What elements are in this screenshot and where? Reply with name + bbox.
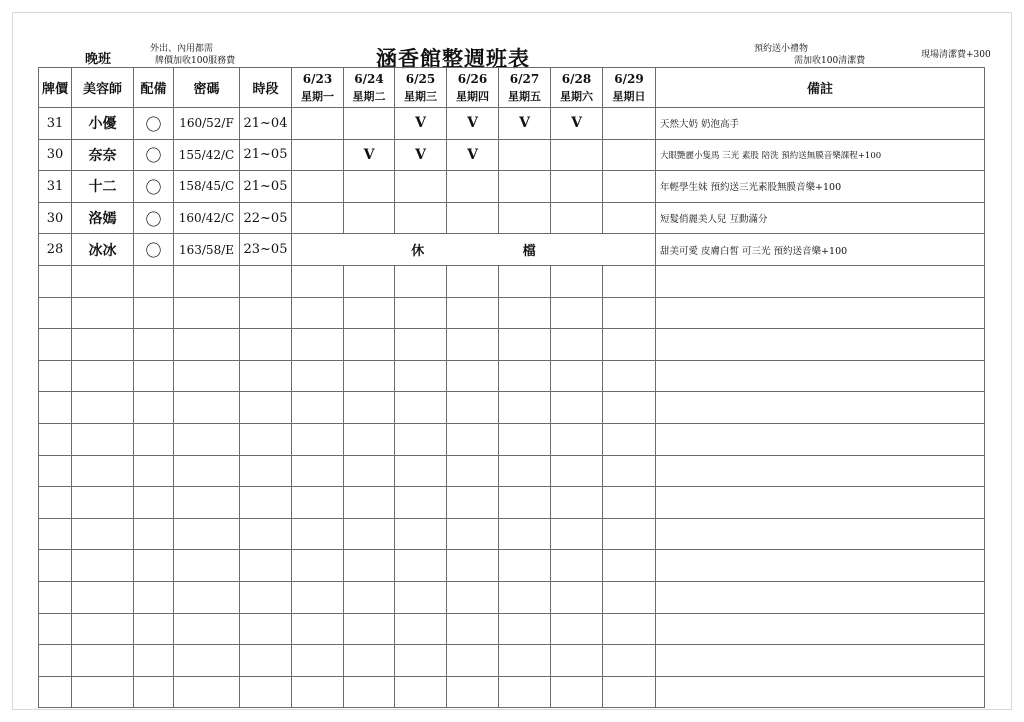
empty-cell bbox=[551, 518, 603, 550]
note-cell: 年輕學生妹 預約送三光素股無膜音樂+100 bbox=[656, 171, 985, 203]
note-cell: 短髮俏麗美人兒 互動滿分 bbox=[656, 202, 985, 234]
empty-cell bbox=[39, 392, 72, 424]
empty-cell bbox=[240, 581, 292, 613]
empty-cell bbox=[344, 518, 395, 550]
empty-cell bbox=[39, 265, 72, 297]
empty-cell bbox=[499, 613, 551, 645]
empty-cell bbox=[447, 487, 499, 519]
empty-row bbox=[39, 329, 985, 361]
empty-cell bbox=[344, 392, 395, 424]
price-cell: 28 bbox=[39, 234, 72, 266]
empty-cell bbox=[395, 581, 447, 613]
note-cell: 甜美可愛 皮膚白皙 可三光 預約送音樂+100 bbox=[656, 234, 985, 266]
empty-cell bbox=[72, 392, 134, 424]
price-cell: 30 bbox=[39, 202, 72, 234]
empty-cell bbox=[395, 645, 447, 677]
empty-cell bbox=[395, 518, 447, 550]
day-cell bbox=[499, 171, 551, 203]
empty-cell bbox=[603, 645, 656, 677]
empty-cell bbox=[499, 329, 551, 361]
empty-cell bbox=[292, 455, 344, 487]
name-cell: 奈奈 bbox=[72, 139, 134, 171]
empty-cell bbox=[174, 550, 240, 582]
empty-cell bbox=[344, 487, 395, 519]
empty-cell bbox=[240, 423, 292, 455]
empty-cell bbox=[499, 265, 551, 297]
empty-cell bbox=[603, 455, 656, 487]
equip-cell: 〇 bbox=[134, 202, 174, 234]
empty-cell bbox=[292, 423, 344, 455]
empty-cell bbox=[72, 676, 134, 708]
day-off-cell bbox=[292, 234, 656, 266]
name-cell: 洛嫣 bbox=[72, 202, 134, 234]
empty-row bbox=[39, 613, 985, 645]
time-cell: 21~04 bbox=[240, 108, 292, 140]
col-day: 6/25 星期三 bbox=[395, 68, 447, 108]
day-cell bbox=[292, 139, 344, 171]
empty-cell bbox=[447, 676, 499, 708]
col-day: 6/27 星期五 bbox=[499, 68, 551, 108]
empty-cell bbox=[134, 265, 174, 297]
empty-cell bbox=[240, 613, 292, 645]
day-cell: V bbox=[395, 108, 447, 140]
empty-cell bbox=[499, 360, 551, 392]
empty-cell bbox=[292, 613, 344, 645]
booking-note-line1: 預約送小禮物 bbox=[754, 44, 809, 54]
empty-cell bbox=[174, 487, 240, 519]
col-day: 6/23 星期一 bbox=[292, 68, 344, 108]
empty-cell bbox=[656, 329, 985, 361]
empty-cell bbox=[39, 676, 72, 708]
empty-cell bbox=[39, 518, 72, 550]
empty-cell bbox=[292, 581, 344, 613]
empty-cell bbox=[174, 265, 240, 297]
empty-cell bbox=[447, 455, 499, 487]
empty-cell bbox=[344, 360, 395, 392]
empty-cell bbox=[499, 581, 551, 613]
empty-cell bbox=[656, 297, 985, 329]
code-cell: 158/45/C bbox=[174, 171, 240, 203]
table-row bbox=[39, 139, 985, 171]
empty-cell bbox=[292, 550, 344, 582]
empty-cell bbox=[603, 518, 656, 550]
empty-cell bbox=[656, 360, 985, 392]
col-remarks: 備註 bbox=[656, 68, 985, 108]
empty-cell bbox=[72, 518, 134, 550]
empty-cell bbox=[39, 297, 72, 329]
empty-cell bbox=[447, 550, 499, 582]
empty-cell bbox=[344, 581, 395, 613]
empty-cell bbox=[551, 265, 603, 297]
table-row bbox=[39, 108, 985, 140]
day-cell: V bbox=[551, 108, 603, 140]
empty-cell bbox=[174, 518, 240, 550]
empty-cell bbox=[134, 550, 174, 582]
code-cell: 163/58/E bbox=[174, 234, 240, 266]
empty-cell bbox=[395, 392, 447, 424]
time-cell: 21~05 bbox=[240, 171, 292, 203]
day-cell: V bbox=[447, 139, 499, 171]
empty-cell bbox=[292, 360, 344, 392]
empty-cell bbox=[39, 550, 72, 582]
empty-cell bbox=[395, 329, 447, 361]
table-row bbox=[39, 171, 985, 203]
code-cell: 155/42/C bbox=[174, 139, 240, 171]
empty-cell bbox=[656, 550, 985, 582]
col-day: 6/28 星期六 bbox=[551, 68, 603, 108]
empty-cell bbox=[603, 550, 656, 582]
empty-cell bbox=[292, 297, 344, 329]
empty-cell bbox=[39, 329, 72, 361]
empty-row bbox=[39, 360, 985, 392]
empty-cell bbox=[240, 550, 292, 582]
empty-cell bbox=[551, 360, 603, 392]
empty-cell bbox=[447, 360, 499, 392]
empty-cell bbox=[395, 676, 447, 708]
col-equip: 配備 bbox=[134, 68, 174, 108]
empty-cell bbox=[39, 455, 72, 487]
empty-cell bbox=[39, 487, 72, 519]
empty-cell bbox=[72, 360, 134, 392]
code-cell: 160/42/C bbox=[174, 202, 240, 234]
time-cell: 23~05 bbox=[240, 234, 292, 266]
empty-cell bbox=[551, 645, 603, 677]
empty-cell bbox=[603, 423, 656, 455]
empty-cell bbox=[344, 676, 395, 708]
empty-cell bbox=[656, 645, 985, 677]
empty-cell bbox=[551, 423, 603, 455]
empty-cell bbox=[499, 518, 551, 550]
empty-cell bbox=[499, 550, 551, 582]
day-cell bbox=[551, 202, 603, 234]
empty-cell bbox=[656, 487, 985, 519]
note-cell: 大眼艷麗小隻馬 三光 素股 陪洗 預約送無膜音樂課程+100 bbox=[656, 139, 985, 171]
empty-cell bbox=[292, 329, 344, 361]
empty-cell bbox=[499, 455, 551, 487]
empty-cell bbox=[344, 329, 395, 361]
empty-cell bbox=[240, 455, 292, 487]
empty-cell bbox=[603, 613, 656, 645]
empty-cell bbox=[447, 518, 499, 550]
empty-cell bbox=[72, 550, 134, 582]
empty-cell bbox=[240, 392, 292, 424]
empty-cell bbox=[72, 487, 134, 519]
empty-cell bbox=[134, 329, 174, 361]
empty-cell bbox=[447, 645, 499, 677]
day-cell bbox=[551, 139, 603, 171]
empty-cell bbox=[174, 297, 240, 329]
day-cell: V bbox=[499, 108, 551, 140]
empty-cell bbox=[395, 360, 447, 392]
note-cell: 天然大奶 奶泡高手 bbox=[656, 108, 985, 140]
empty-cell bbox=[395, 487, 447, 519]
empty-cell bbox=[656, 265, 985, 297]
name-cell: 小優 bbox=[72, 108, 134, 140]
code-cell: 160/52/F bbox=[174, 108, 240, 140]
service-note-line2: 牌價加收100服務費 bbox=[155, 56, 236, 66]
empty-cell bbox=[603, 265, 656, 297]
col-price: 牌價 bbox=[39, 68, 72, 108]
time-cell: 22~05 bbox=[240, 202, 292, 234]
day-cell: V bbox=[395, 139, 447, 171]
booking-note-line2: 需加收100清潔費 bbox=[794, 56, 866, 66]
col-code: 密碼 bbox=[174, 68, 240, 108]
empty-cell bbox=[174, 581, 240, 613]
empty-cell bbox=[447, 329, 499, 361]
empty-cell bbox=[447, 265, 499, 297]
table-row bbox=[39, 234, 985, 266]
empty-cell bbox=[499, 487, 551, 519]
empty-cell bbox=[174, 392, 240, 424]
empty-cell bbox=[240, 329, 292, 361]
day-cell bbox=[551, 171, 603, 203]
empty-cell bbox=[174, 329, 240, 361]
empty-cell bbox=[72, 423, 134, 455]
empty-cell bbox=[344, 297, 395, 329]
empty-cell bbox=[134, 392, 174, 424]
empty-cell bbox=[134, 645, 174, 677]
empty-cell bbox=[134, 297, 174, 329]
empty-row bbox=[39, 265, 985, 297]
schedule-table bbox=[38, 67, 985, 708]
empty-cell bbox=[174, 676, 240, 708]
empty-cell bbox=[344, 423, 395, 455]
empty-cell bbox=[551, 613, 603, 645]
empty-cell bbox=[551, 550, 603, 582]
day-off-label: 檔 bbox=[522, 244, 536, 260]
empty-cell bbox=[395, 613, 447, 645]
day-cell bbox=[603, 202, 656, 234]
empty-cell bbox=[39, 581, 72, 613]
empty-cell bbox=[240, 297, 292, 329]
day-cell: V bbox=[344, 139, 395, 171]
empty-cell bbox=[603, 360, 656, 392]
empty-cell bbox=[174, 645, 240, 677]
empty-cell bbox=[72, 265, 134, 297]
empty-cell bbox=[499, 645, 551, 677]
service-note-line1: 外出、內用都需 bbox=[150, 44, 214, 54]
empty-cell bbox=[447, 297, 499, 329]
empty-cell bbox=[134, 360, 174, 392]
empty-cell bbox=[656, 392, 985, 424]
day-cell: V bbox=[447, 108, 499, 140]
price-cell: 30 bbox=[39, 139, 72, 171]
day-cell bbox=[499, 139, 551, 171]
empty-cell bbox=[395, 423, 447, 455]
empty-cell bbox=[551, 329, 603, 361]
cleaning-fee-note: 現場清潔費+300 bbox=[921, 50, 991, 60]
empty-row bbox=[39, 581, 985, 613]
empty-cell bbox=[395, 265, 447, 297]
empty-cell bbox=[603, 297, 656, 329]
name-cell: 冰冰 bbox=[72, 234, 134, 266]
empty-cell bbox=[240, 487, 292, 519]
empty-cell bbox=[656, 581, 985, 613]
empty-cell bbox=[499, 676, 551, 708]
empty-cell bbox=[603, 487, 656, 519]
empty-cell bbox=[134, 676, 174, 708]
day-cell bbox=[292, 171, 344, 203]
empty-cell bbox=[344, 613, 395, 645]
day-cell bbox=[395, 202, 447, 234]
empty-row bbox=[39, 392, 985, 424]
empty-cell bbox=[292, 518, 344, 550]
empty-cell bbox=[240, 645, 292, 677]
empty-cell bbox=[174, 613, 240, 645]
empty-rows bbox=[39, 265, 985, 707]
empty-cell bbox=[447, 613, 499, 645]
equip-cell: 〇 bbox=[134, 171, 174, 203]
empty-cell bbox=[551, 676, 603, 708]
empty-cell bbox=[551, 487, 603, 519]
col-time: 時段 bbox=[240, 68, 292, 108]
empty-cell bbox=[39, 423, 72, 455]
empty-row bbox=[39, 550, 985, 582]
empty-cell bbox=[72, 297, 134, 329]
empty-cell bbox=[134, 455, 174, 487]
empty-row bbox=[39, 645, 985, 677]
day-cell bbox=[292, 202, 344, 234]
empty-cell bbox=[72, 645, 134, 677]
empty-cell bbox=[499, 423, 551, 455]
day-cell bbox=[447, 171, 499, 203]
day-cell bbox=[395, 171, 447, 203]
empty-cell bbox=[551, 297, 603, 329]
empty-cell bbox=[240, 676, 292, 708]
empty-cell bbox=[499, 392, 551, 424]
empty-row bbox=[39, 676, 985, 708]
empty-cell bbox=[72, 613, 134, 645]
price-cell: 31 bbox=[39, 171, 72, 203]
empty-cell bbox=[603, 676, 656, 708]
empty-cell bbox=[134, 423, 174, 455]
equip-cell: 〇 bbox=[134, 234, 174, 266]
day-cell bbox=[603, 108, 656, 140]
empty-cell bbox=[499, 297, 551, 329]
day-cell bbox=[344, 202, 395, 234]
empty-cell bbox=[134, 581, 174, 613]
table-row bbox=[39, 202, 985, 234]
day-cell bbox=[603, 171, 656, 203]
empty-cell bbox=[395, 455, 447, 487]
empty-cell bbox=[72, 455, 134, 487]
header-row bbox=[39, 68, 985, 108]
equip-cell: 〇 bbox=[134, 108, 174, 140]
shift-label: 晚班 bbox=[85, 52, 112, 67]
empty-cell bbox=[292, 392, 344, 424]
day-cell bbox=[447, 202, 499, 234]
col-day: 6/26 星期四 bbox=[447, 68, 499, 108]
empty-cell bbox=[603, 329, 656, 361]
empty-cell bbox=[72, 581, 134, 613]
empty-row bbox=[39, 487, 985, 519]
empty-cell bbox=[174, 423, 240, 455]
empty-cell bbox=[395, 550, 447, 582]
day-cell bbox=[344, 108, 395, 140]
empty-cell bbox=[551, 392, 603, 424]
name-cell: 十二 bbox=[72, 171, 134, 203]
col-day: 6/29 星期日 bbox=[603, 68, 656, 108]
empty-cell bbox=[447, 581, 499, 613]
empty-cell bbox=[134, 613, 174, 645]
empty-cell bbox=[240, 518, 292, 550]
empty-cell bbox=[344, 645, 395, 677]
day-cell bbox=[344, 171, 395, 203]
empty-row bbox=[39, 518, 985, 550]
page-title: 涵香館整週班表 bbox=[376, 46, 530, 71]
empty-cell bbox=[240, 360, 292, 392]
day-cell bbox=[499, 202, 551, 234]
empty-cell bbox=[39, 613, 72, 645]
day-cell bbox=[603, 139, 656, 171]
day-off-label: 休 bbox=[411, 244, 425, 260]
day-cell bbox=[292, 108, 344, 140]
col-beautician: 美容師 bbox=[72, 68, 134, 108]
empty-cell bbox=[240, 265, 292, 297]
empty-cell bbox=[447, 423, 499, 455]
equip-cell: 〇 bbox=[134, 139, 174, 171]
empty-cell bbox=[292, 487, 344, 519]
empty-row bbox=[39, 423, 985, 455]
empty-cell bbox=[603, 581, 656, 613]
empty-cell bbox=[134, 518, 174, 550]
empty-cell bbox=[39, 645, 72, 677]
empty-cell bbox=[134, 487, 174, 519]
empty-cell bbox=[551, 581, 603, 613]
empty-cell bbox=[603, 392, 656, 424]
empty-cell bbox=[174, 455, 240, 487]
price-cell: 31 bbox=[39, 108, 72, 140]
empty-cell bbox=[447, 392, 499, 424]
empty-cell bbox=[72, 329, 134, 361]
empty-row bbox=[39, 297, 985, 329]
empty-cell bbox=[292, 676, 344, 708]
empty-cell bbox=[656, 676, 985, 708]
empty-cell bbox=[292, 265, 344, 297]
empty-cell bbox=[656, 423, 985, 455]
empty-cell bbox=[292, 645, 344, 677]
col-day: 6/24 星期二 bbox=[344, 68, 395, 108]
empty-cell bbox=[656, 455, 985, 487]
empty-cell bbox=[344, 265, 395, 297]
empty-cell bbox=[395, 297, 447, 329]
empty-cell bbox=[39, 360, 72, 392]
empty-cell bbox=[551, 455, 603, 487]
empty-cell bbox=[656, 613, 985, 645]
empty-cell bbox=[656, 518, 985, 550]
empty-cell bbox=[344, 550, 395, 582]
empty-cell bbox=[344, 455, 395, 487]
time-cell: 21~05 bbox=[240, 139, 292, 171]
empty-row bbox=[39, 455, 985, 487]
empty-cell bbox=[174, 360, 240, 392]
